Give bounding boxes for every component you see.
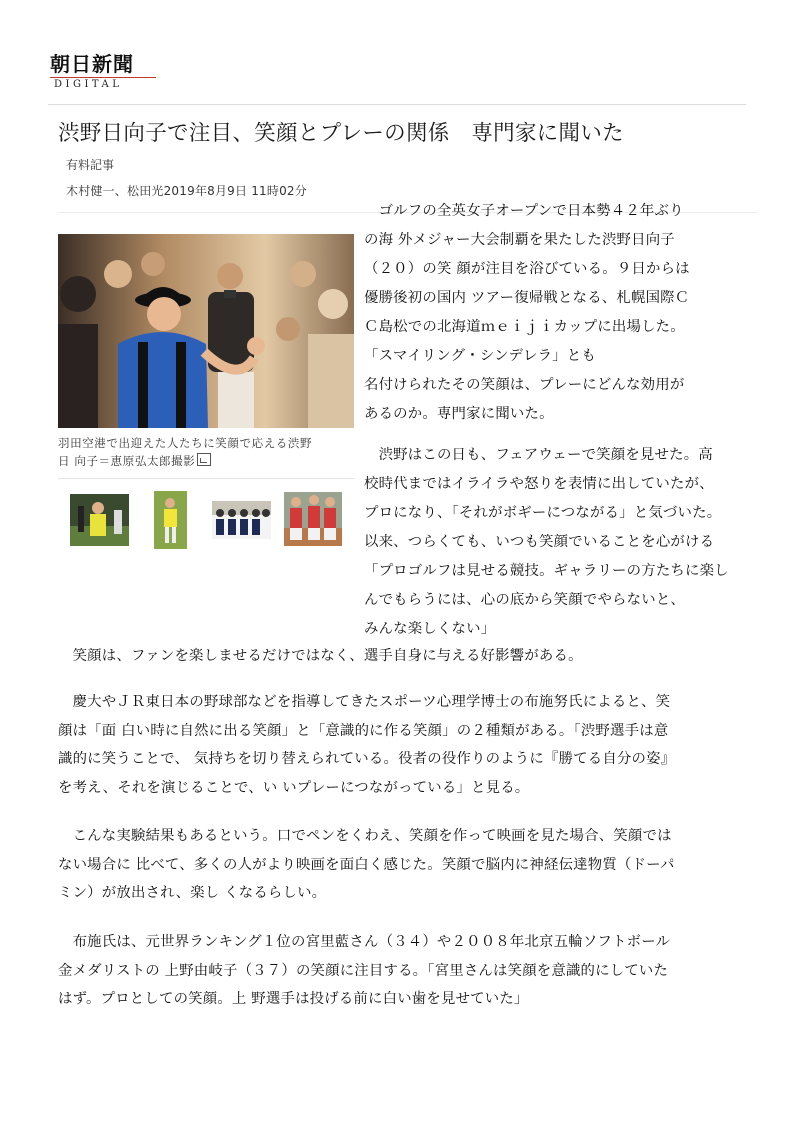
text-line: 名付けられたその笑顔は、プレーにどんな効用が	[364, 377, 685, 393]
text-line: 「プロゴルフは見せる競技。ギャラリーの方たちに楽し	[364, 563, 729, 579]
paragraph-1	[364, 198, 764, 428]
golfer-thumbnail-image	[70, 494, 129, 546]
thumbnail-divider	[58, 478, 354, 479]
text-line: みんな楽しくない」	[364, 621, 496, 637]
paid-article-label: 有料記事	[66, 158, 115, 172]
text-line: 渋野はこの日も、フェアウェーで笑顔を見せた。高	[364, 447, 713, 463]
enlarge-icon[interactable]	[197, 453, 211, 466]
paragraph-4	[58, 688, 748, 802]
text-line: 笑顔は、ファンを楽しませるだけではなく、選手自身に与える好影響がある。	[58, 648, 583, 664]
paragraph-2	[364, 442, 764, 643]
text-line: 金メダリストの 上野由岐子（３７）の笑顔に注目する。「宮里さんは笑顔を意識的にしていた	[58, 962, 669, 979]
text-line: （２０）の笑 顔が注目を浴びている。９日からは	[364, 261, 690, 277]
text-line: ない場合に 比べて、多くの人がより映画を面白く感じた。笑顔で脳内に神経伝達物質（ドーパ	[58, 856, 675, 873]
softball-players-thumbnail[interactable]	[284, 492, 342, 546]
site-logo[interactable]	[50, 52, 156, 91]
text-line: あるのか。専門家に聞いた。	[364, 406, 554, 422]
photo-caption	[58, 434, 358, 470]
team-group-thumbnail[interactable]	[212, 501, 271, 539]
text-line: 以来、つらくても、いつも笑顔でいることを心がける	[364, 534, 715, 550]
header-divider	[48, 104, 746, 105]
byline: 木村健一、松田光2019年8月9日 11時02分	[66, 184, 307, 198]
caption-line-1: 羽田空港で出迎えた人たちに笑顔で応える渋野	[58, 436, 313, 450]
main-photo[interactable]	[58, 234, 354, 428]
paragraph-6	[58, 928, 748, 1014]
text-line: Ｃ島松での北海道ｍｅｉｊｉカップに出場した。	[364, 319, 685, 335]
paragraph-5	[58, 822, 748, 908]
text-line: はず。プロとしての笑顔。上 野選手は投げる前に白い歯を見せていた」	[58, 991, 529, 1007]
text-line: プロになり、「それがボギーにつながる」と気づいた。	[364, 505, 722, 521]
text-line: 校時代まではイライラや怒りを表情に出していたが、	[364, 476, 714, 492]
text-line: ゴルフの全英女子オープンで日本勢４２年ぶり	[364, 203, 684, 219]
logo-title: 朝日新聞	[50, 52, 134, 76]
golfer-full-body-thumbnail[interactable]	[154, 491, 187, 549]
text-line: ミン）が放出され、楽し くなるらしい。	[58, 885, 327, 901]
softball-players-thumbnail-image	[284, 492, 342, 546]
article-title: 渋野日向子で注目、笑顔とプレーの関係 専門家に聞いた	[58, 121, 624, 146]
logo-subtitle: DIGITAL	[54, 79, 123, 90]
text-line: 優勝後初の国内 ツアー復帰戦となる、札幌国際Ｃ	[364, 290, 690, 306]
golfer-thumbnail[interactable]	[70, 494, 129, 546]
text-line: こんな実験結果もあるという。口でペンをくわえ、笑顔を作って映画を見た場合、笑顔では	[58, 828, 672, 844]
text-line: んでもらうには、心の底から笑顔でやらないと、	[364, 592, 685, 608]
text-line: 「スマイリング・シンデレラ」とも	[364, 348, 596, 364]
golfer-full-body-thumbnail-image	[154, 491, 187, 549]
main-photo-image	[58, 234, 354, 428]
caption-line-2: 日 向子＝恵原弘太郎撮影	[58, 454, 196, 468]
team-group-thumbnail-image	[212, 501, 271, 539]
text-line: 布施氏は、元世界ランキング１位の宮里藍さん（３４）や２００８年北京五輪ソフトボール	[58, 934, 671, 950]
paragraph-3	[58, 642, 748, 671]
text-line: の海 外メジャー大会制覇を果たした渋野日向子	[364, 232, 675, 248]
text-line: 識的に笑うことで、 気持ちを切り替えられている。役者の役作りのように『勝てる自分の姿』	[58, 751, 676, 767]
text-line: を考え、それを演じることで、い いプレーにつながっている」と見る。	[58, 779, 530, 796]
text-line: 慶大やＪＲ東日本の野球部などを指導してきたスポーツ心理学博士の布施努氏によると、笑	[58, 694, 671, 710]
text-line: 顔は「面 白い時に自然に出る笑顔」と「意識的に作る笑顔」の２種類がある。「渋野選手は意	[58, 722, 669, 739]
